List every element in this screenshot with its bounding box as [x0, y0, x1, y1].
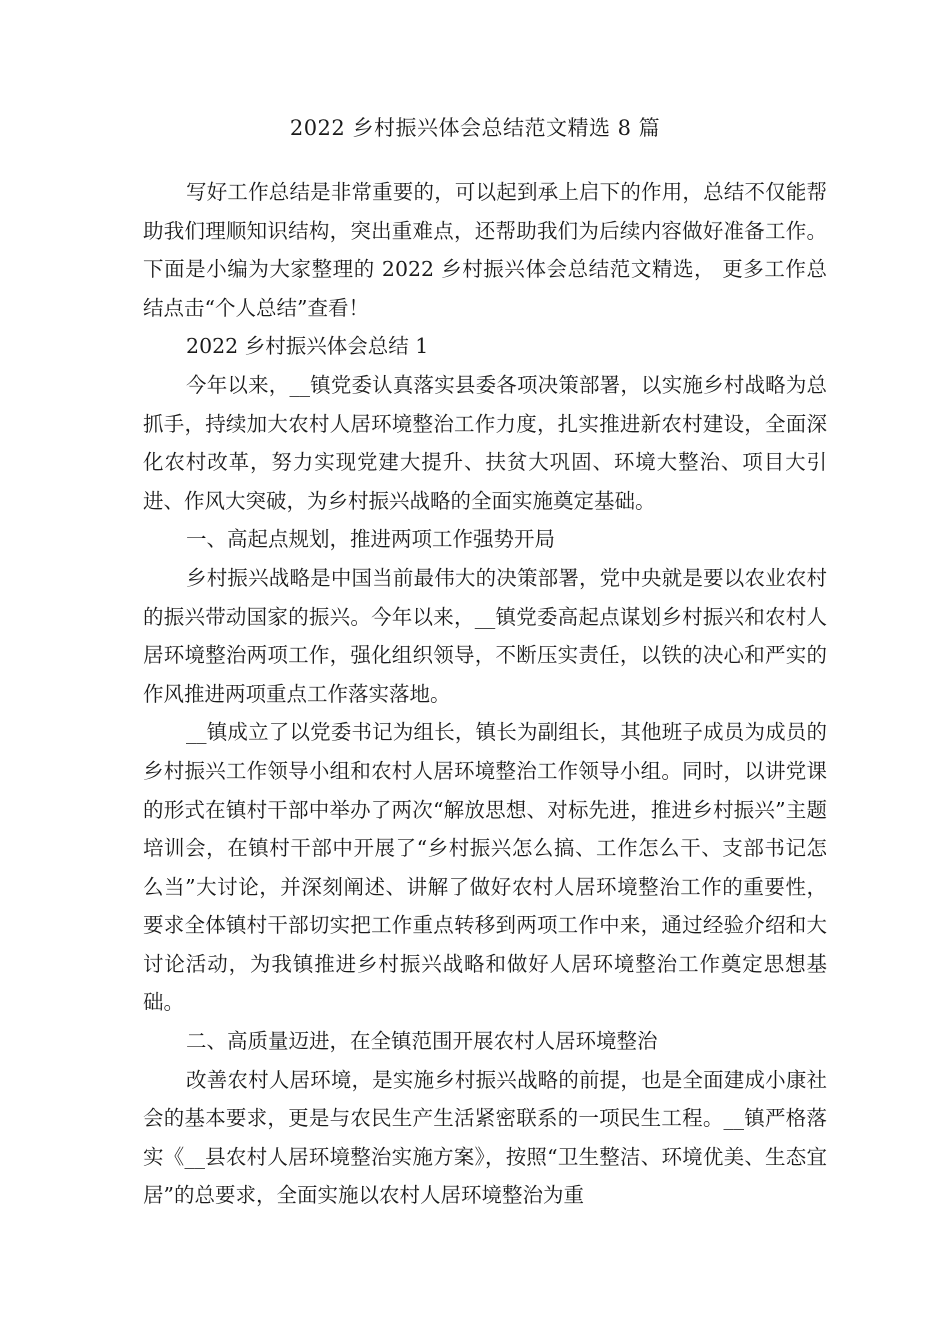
body-paragraph: __镇成立了以党委书记为组长，镇长为副组长，其他班子成员为成员的乡村振兴工作领导小组和农村人居环境整治工作领导小组。同时，以讲党课的形式在镇村干部中举办了两次“解放思想、对标先进，推进乡村振兴”主题培训会，在镇村干部中开展了“乡村振兴怎么搞、工作怎么干、支部书记怎么当”大讨论，并深刻阐述、讲解了做好农村人居环境整治工作的重要性，要求全体镇村干部切实把工作重点转移到两项工作中来，通过经验介绍和大讨论活动，为我镇推进乡村振兴战略和做好人居环境整治工作奠定思想基础。 [143, 720, 827, 1015]
section-heading-1: 一、高起点规划，推进两项工作强势开局 [186, 527, 556, 552]
intro-paragraph: 写好工作总结是非常重要的，可以起到承上启下的作用，总结不仅能帮助我们理顺知识结构，突出重难点，还帮助我们为后续内容做好准备工作。下面是小编为大家整理的 2022 乡村振兴体会总结范文精选， 更多工作总结点击“个人总结”查看！ [143, 180, 827, 320]
body-paragraph: 今年以来，__镇党委认真落实县委各项决策部署，以实施乡村战略为总抓手，持续加大农村人居环境整治工作力度，扎实推进新农村建设，全面深化农村改革，努力实现党建大提升、扶贫大巩固、环境大整治、项目大引进、作风大突破，为乡村振兴战略的全面实施奠定基础。 [143, 372, 827, 513]
section-heading-2: 二、高质量迈进，在全镇范围开展农村人居环境整治 [186, 1029, 658, 1054]
section-heading-summary-1: 2022 乡村振兴体会总结 1 [186, 334, 429, 359]
document-title: 2022 乡村振兴体会总结范文精选 8 篇 [289, 116, 661, 140]
body-paragraph: 乡村振兴战略是中国当前最伟大的决策部署，党中央就是要以农业农村的振兴带动国家的振兴。今年以来，__镇党委高起点谋划乡村振兴和农村人居环境整治两项工作，强化组织领导，不断压实责任，以铁的决心和严实的作风推进两项重点工作落实落地。 [143, 565, 827, 706]
body-paragraph: 改善农村人居环境，是实施乡村振兴战略的前提，也是全面建成小康社会的基本要求，更是与农民生产生活紧密联系的一项民生工程。__镇严格落实《__县农村人居环境整治实施方案》，按照“卫生整洁、环境优美、生态宜居”的总要求，全面实施以农村人居环境整治为重 [143, 1067, 827, 1208]
document-body [143, 173, 827, 1215]
